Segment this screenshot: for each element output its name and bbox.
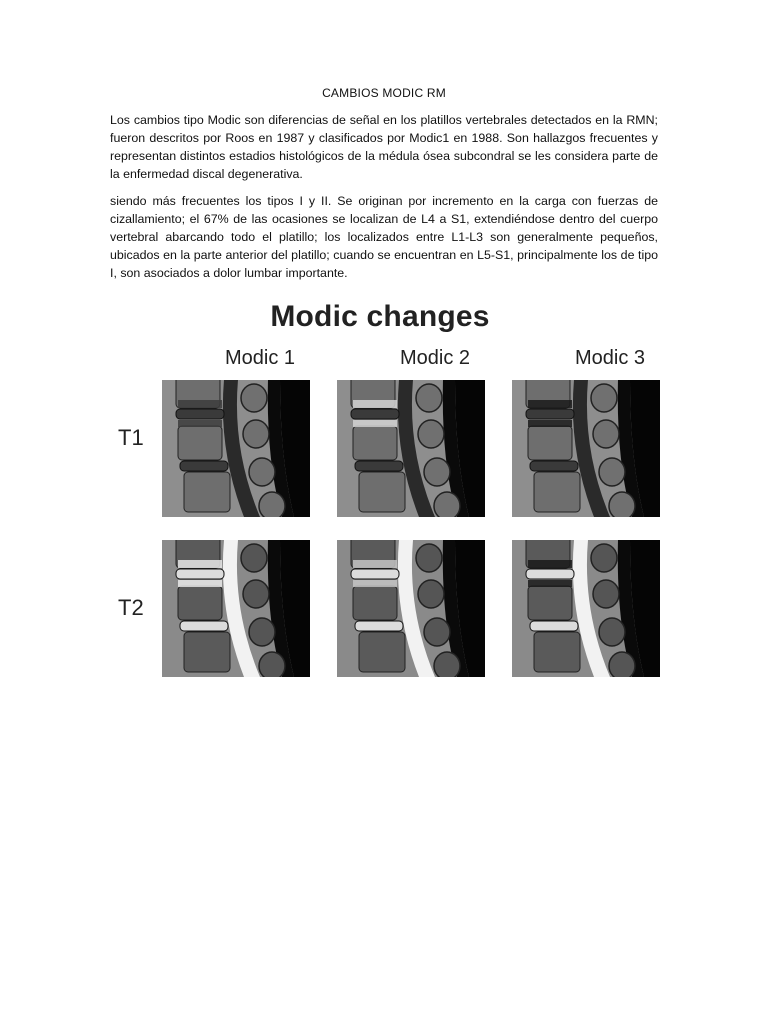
vertebral-body bbox=[184, 472, 230, 512]
posterior-element bbox=[434, 652, 460, 677]
spine-mri-image bbox=[337, 540, 485, 677]
row-label-t1: T1 bbox=[118, 425, 144, 450]
endplate-signal-upper bbox=[353, 560, 397, 568]
vertebral-body bbox=[528, 586, 572, 620]
panel-t2-modic-2 bbox=[337, 540, 485, 677]
posterior-element bbox=[609, 492, 635, 517]
vertebral-body bbox=[178, 426, 222, 460]
spine-mri-image bbox=[512, 540, 660, 677]
vertebral-body bbox=[534, 632, 580, 672]
intervertebral-disc bbox=[530, 621, 578, 631]
spine-mri-image bbox=[512, 380, 660, 517]
panel-t1-modic-3 bbox=[512, 380, 660, 517]
intervertebral-disc bbox=[176, 569, 224, 579]
panel-t1-modic-2 bbox=[337, 380, 485, 517]
spine-mri-image bbox=[162, 540, 310, 677]
intervertebral-disc bbox=[526, 569, 574, 579]
vertebral-body bbox=[359, 632, 405, 672]
panel-t2-modic-1 bbox=[162, 540, 310, 677]
endplate-signal-upper bbox=[528, 400, 572, 408]
posterior-element bbox=[418, 420, 444, 448]
posterior-element bbox=[424, 618, 450, 646]
posterior-element bbox=[599, 618, 625, 646]
page-title: CAMBIOS MODIC RM bbox=[322, 86, 446, 100]
posterior-element bbox=[241, 384, 267, 412]
panel-t1-modic-1 bbox=[162, 380, 310, 517]
panel-t2-modic-3 bbox=[512, 540, 660, 677]
posterior-element bbox=[593, 420, 619, 448]
vertebral-body bbox=[184, 632, 230, 672]
posterior-element bbox=[243, 420, 269, 448]
posterior-element bbox=[609, 652, 635, 677]
vertebral-body bbox=[534, 472, 580, 512]
endplate-signal-lower bbox=[528, 420, 572, 427]
figure-title: Modic changes bbox=[270, 300, 490, 333]
column-label-modic-1: Modic 1 bbox=[224, 347, 296, 369]
paragraph-details: siendo más frecuentes los tipos I y II. Se originan por incremento en la carga con fuerzas de cizallamiento; el 67% de las ocasiones se localizan de L4 a S1, extendiéndose dentro del cuerpo vertebral abarcando todo el platillo; los localizados entre L1-L3 son generalmente pequeños, ubicados en la parte anterior del platillo; cuando se encuentran en L5-S1, principalmente los de tipo I, son asociados a dolor lumbar importante. bbox=[110, 194, 658, 280]
intervertebral-disc bbox=[526, 409, 574, 419]
intervertebral-disc bbox=[351, 569, 399, 579]
vertebral-body bbox=[353, 426, 397, 460]
endplate-signal-lower bbox=[178, 420, 222, 427]
posterior-element bbox=[416, 384, 442, 412]
vertebral-body bbox=[178, 586, 222, 620]
spine-mri-image bbox=[162, 380, 310, 517]
endplate-signal-upper bbox=[528, 560, 572, 568]
intervertebral-disc bbox=[351, 409, 399, 419]
endplate-signal-upper bbox=[178, 560, 222, 568]
vertebral-body bbox=[528, 426, 572, 460]
column-label-modic-2: Modic 2 bbox=[399, 347, 471, 369]
posterior-element bbox=[424, 458, 450, 486]
paragraph-intro: Los cambios tipo Modic son diferencias de señal en los platillos vertebrales detectados en la RMN; fueron descritos por Roos en 1987 y clasificados por Modic1 en 1988. Son hallazgos frecuentes y representan distintos estadios histológicos de la médula ósea subcondral se les considera parte de la enfermedad discal degenerativa. bbox=[110, 113, 658, 181]
posterior-element bbox=[259, 492, 285, 517]
posterior-element bbox=[591, 384, 617, 412]
intervertebral-disc bbox=[355, 621, 403, 631]
intervertebral-disc bbox=[530, 461, 578, 471]
vertebral-body bbox=[359, 472, 405, 512]
endplate-signal-lower bbox=[528, 580, 572, 587]
posterior-element bbox=[243, 580, 269, 608]
modic-changes-figure bbox=[100, 300, 670, 670]
endplate-signal-upper bbox=[353, 400, 397, 408]
column-label-modic-3: Modic 3 bbox=[574, 347, 646, 369]
posterior-element bbox=[418, 580, 444, 608]
posterior-element bbox=[249, 618, 275, 646]
endplate-signal-lower bbox=[353, 420, 397, 427]
vertebral-body bbox=[353, 586, 397, 620]
intervertebral-disc bbox=[180, 621, 228, 631]
posterior-element bbox=[259, 652, 285, 677]
posterior-element bbox=[434, 492, 460, 517]
endplate-signal-upper bbox=[178, 400, 222, 408]
posterior-element bbox=[599, 458, 625, 486]
endplate-signal-lower bbox=[178, 580, 222, 587]
posterior-element bbox=[593, 580, 619, 608]
row-label-t2: T2 bbox=[118, 595, 144, 620]
intervertebral-disc bbox=[355, 461, 403, 471]
endplate-signal-lower bbox=[353, 580, 397, 587]
spine-mri-image bbox=[337, 380, 485, 517]
intervertebral-disc bbox=[176, 409, 224, 419]
posterior-element bbox=[591, 544, 617, 572]
intervertebral-disc bbox=[180, 461, 228, 471]
posterior-element bbox=[249, 458, 275, 486]
posterior-element bbox=[416, 544, 442, 572]
posterior-element bbox=[241, 544, 267, 572]
